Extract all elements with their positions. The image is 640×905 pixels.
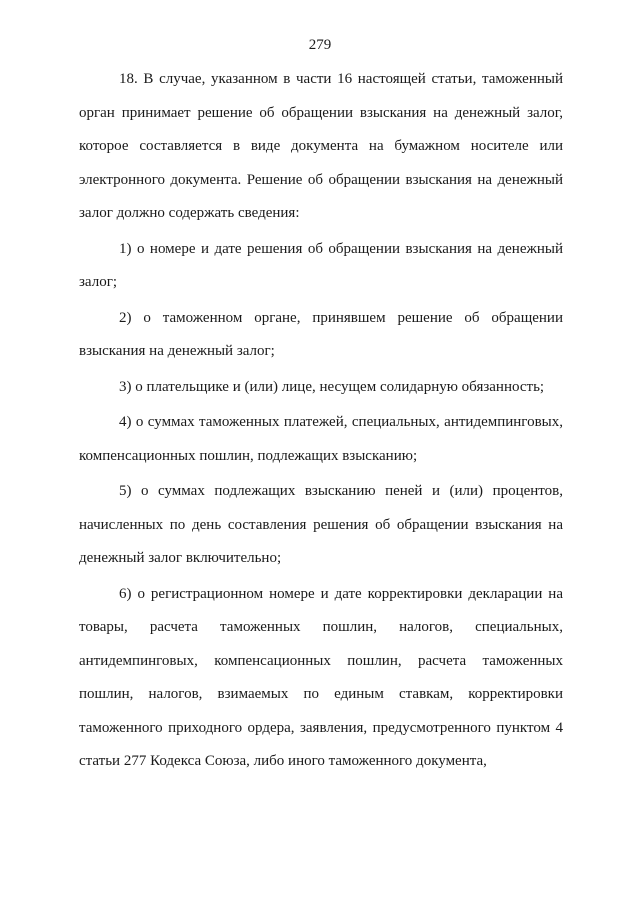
list-item-5: 5) о суммах подлежащих взысканию пеней и (или) процентов, начисленных по день составления решения об обращении взыскания на денежный залог включительно; <box>79 483 563 566</box>
list-item-1: 1) о номере и дате решения об обращении взыскания на денежный залог; <box>79 240 563 290</box>
list-item-4: 4) о суммах таможенных платежей, специальных, антидемпинговых, компенсационных пошлин, подлежащих взысканию; <box>79 414 563 464</box>
paragraph-18: 18. В случае, указанном в части 16 настоящей статьи, таможенный орган принимает решение об обращении взыскания на денежный залог, которое составляется в виде документа на бумажном носителе или электронного документа. Решение об обращении взыскания на денежный залог должно содержать сведения: <box>79 71 563 221</box>
list-item-6: 6) о регистрационном номере и дате корректировки декларации на товары, расчета таможенных пошлин, налогов, специальных, антидемпинговых, компенсационных пошлин, расчета таможенных пошлин, налогов, взимаемых по единым ставкам, корректировки таможенного приходного ордера, заявления, предусмотренного пунктом 4 статьи 277 Кодекса Союза, либо иного таможенного документа, <box>79 585 563 769</box>
list-item-3: 3) о плательщике и (или) лице, несущем солидарную обязанность; <box>119 378 545 395</box>
page-number: 279 <box>308 37 332 53</box>
list-item-2: 2) о таможенном органе, принявшем решение об обращении взыскания на денежный залог; <box>79 309 563 359</box>
document-body <box>79 63 563 781</box>
